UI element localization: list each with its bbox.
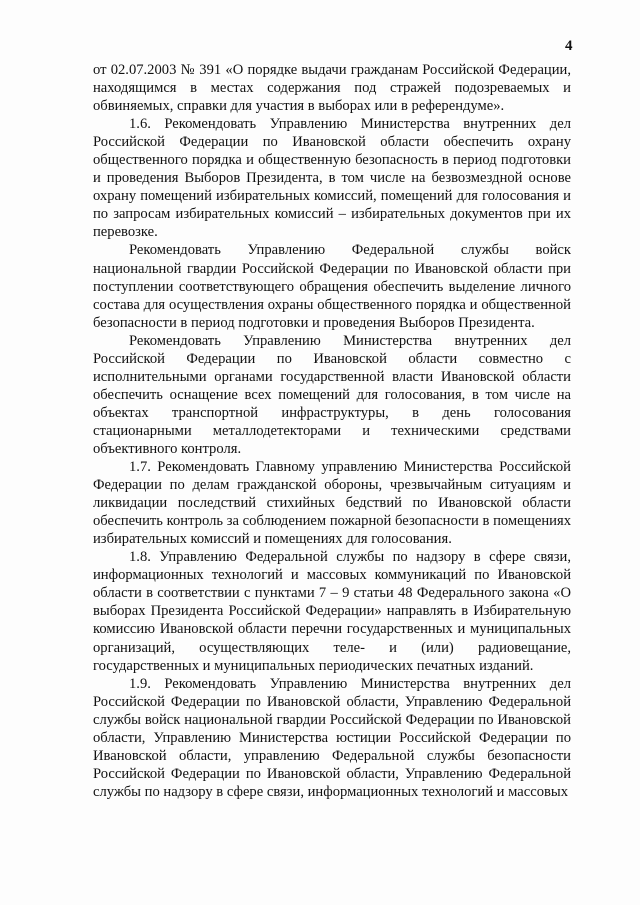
- paragraph-rosgvardia: Рекомендовать Управлению Федеральной службы войск национальной гвардии Российской Федерации по Ивановской области при поступлении соответствующего обращения обеспечить выделение личного состава для осуществления охраны общественного порядка и общественной безопасности в период подготовки и проведения Выборов Президента.: [93, 242, 571, 331]
- page-number: 4: [565, 38, 573, 54]
- paragraph-1-9: 1.9. Рекомендовать Управлению Министерства внутренних дел Российской Федерации по Ивановской области, Управлению Федеральной службы войск национальной гвардии Российской Федерации по Ивановской области, Управлению Министерства юстиции Российской Федерации по Ивановской области, управлению Федеральной службы безопасности Российской Федерации по Ивановской области, Управлению Федеральной службы по надзору в сфере связи, информационных технологий и массовых: [93, 675, 571, 800]
- paragraph-continuation: от 02.07.2003 № 391 «О порядке выдачи гражданам Российской Федерации, находящимся в местах содержания под стражей подозреваемых и обвиняемых, справки для участия в выборах или в референдуме».: [93, 62, 571, 115]
- paragraph-1-6: 1.6. Рекомендовать Управлению Министерства внутренних дел Российской Федерации по Ивановской области обеспечить охрану общественного порядка и общественную безопасность в период подготовки и проведения Выборов Президента, в том числе на безвозмездной основе охрану помещений избирательных комиссий, помещений для голосования и по запросам избирательных комиссий – избирательных документов при их перевозке.: [93, 116, 571, 241]
- document-body: [93, 61, 571, 801]
- paragraph-1-8: 1.8. Управлению Федеральной службы по надзору в сфере связи, информационных технологий и массовых коммуникаций по Ивановской области в соответствии с пунктами 7 – 9 статьи 48 Федерального закона «О выборах Президента Российской Федерации» направлять в Избирательную комиссию Ивановской области перечни государственных и муниципальных организаций, осуществляющих теле- и (или) радиовещание, государственных и муниципальных периодических печатных изданий.: [93, 549, 571, 674]
- paragraph-metal-detectors: Рекомендовать Управлению Министерства внутренних дел Российской Федерации по Ивановской области совместно с исполнительными органами государственной власти Ивановской области обеспечить оснащение всех помещений для голосования, в том числе на объектах транспортной инфраструктуры, в день голосования стационарными металлодетекторами и техническими средствами объективного контроля.: [93, 332, 571, 457]
- paragraph-1-7: 1.7. Рекомендовать Главному управлению Министерства Российской Федерации по делам гражданской обороны, чрезвычайным ситуациям и ликвидации последствий стихийных бедствий по Ивановской области обеспечить контроль за соблюдением пожарной безопасности в помещениях избирательных комиссий и помещениях для голосования.: [93, 459, 571, 548]
